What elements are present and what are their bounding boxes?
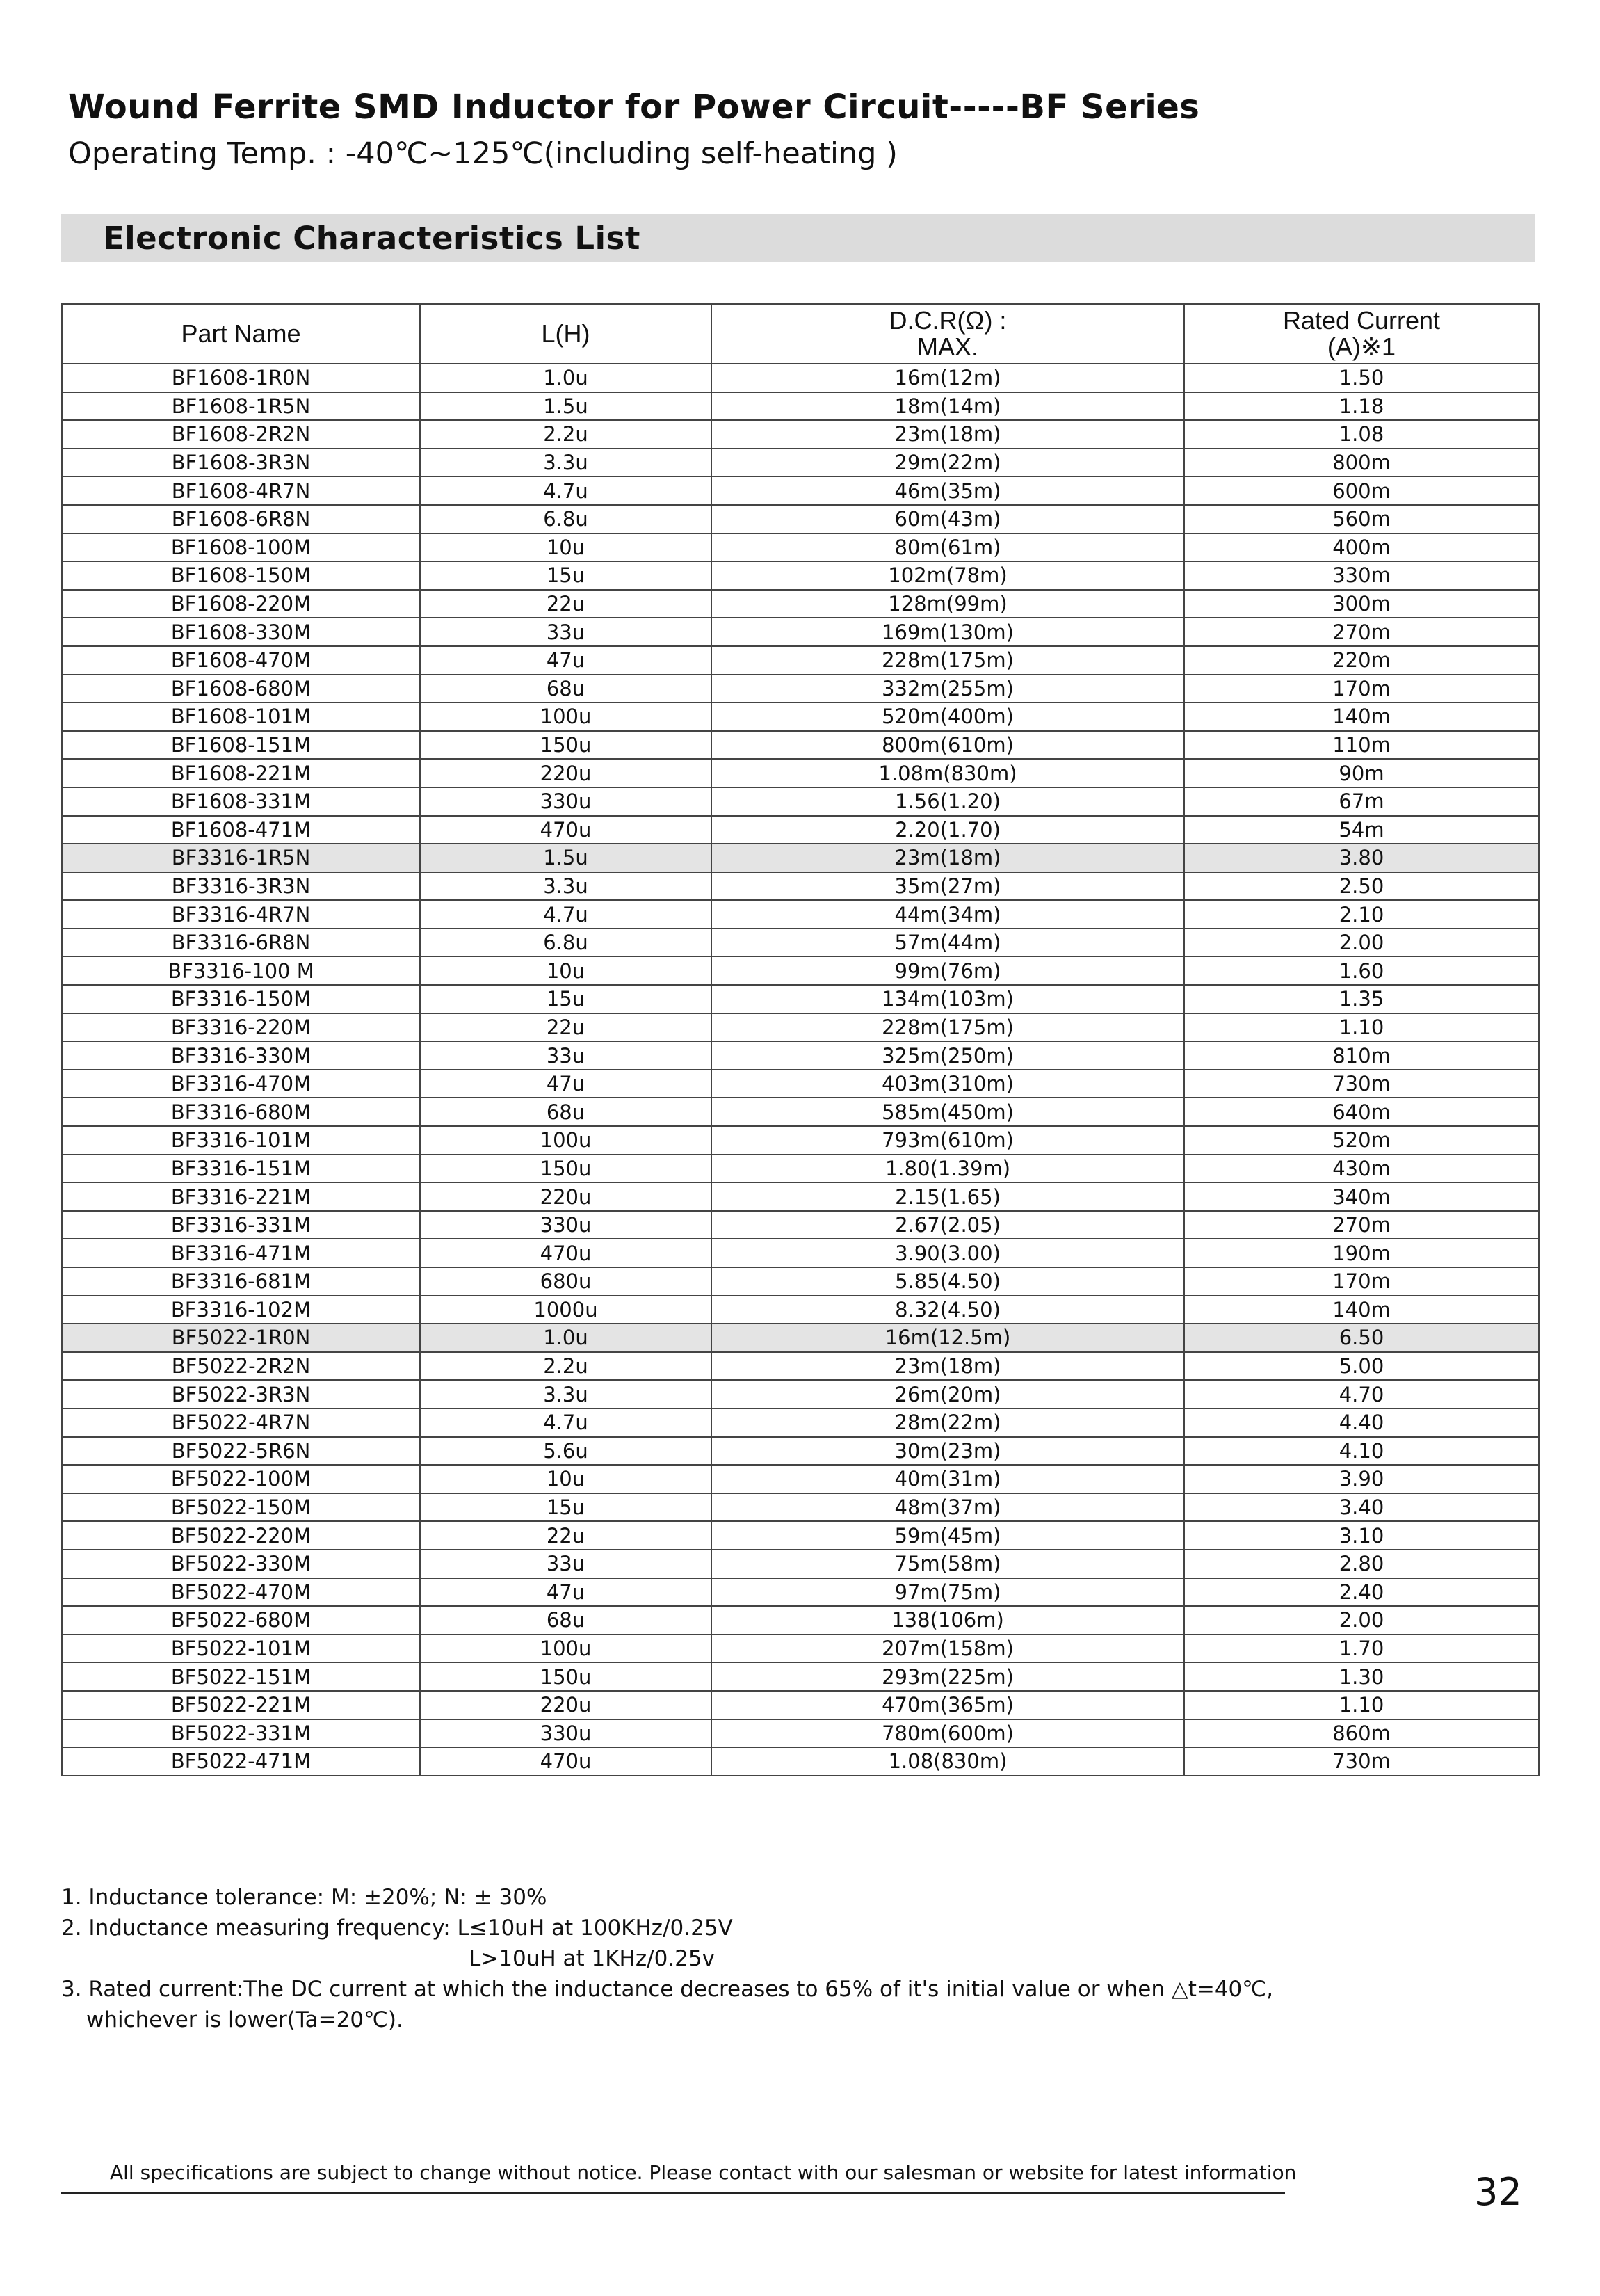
rated-current-cell: 1.18 xyxy=(1184,392,1539,421)
rated-current-cell: 1.10 xyxy=(1184,1013,1539,1042)
rated-current-cell: 560m xyxy=(1184,505,1539,533)
rated-current-cell: 810m xyxy=(1184,1041,1539,1070)
part-name-cell: BF5022-330M xyxy=(62,1550,420,1578)
inductance-cell: 33u xyxy=(420,1550,711,1578)
table-row xyxy=(62,900,1539,929)
part-name-cell: BF1608-3R3N xyxy=(62,449,420,477)
part-name-cell: BF5022-471M xyxy=(62,1747,420,1776)
note-rated-current: 3. Rated current:The DC current at which the inductance decreases to 65% of it's initial value or when △t=40℃, xyxy=(61,1977,1273,2002)
part-name-cell: BF5022-220M xyxy=(62,1521,420,1550)
inductance-cell: 22u xyxy=(420,1521,711,1550)
dcr-header: D.C.R(Ω) : MAX. xyxy=(711,304,1184,364)
inductance-cell: 100u xyxy=(420,703,711,731)
table-row xyxy=(62,1013,1539,1042)
table-row xyxy=(62,929,1539,957)
rated-current-cell: 1.30 xyxy=(1184,1662,1539,1691)
inductance-header: L(H) xyxy=(420,304,711,364)
inductance-cell: 10u xyxy=(420,533,711,562)
rated-current-cell: 400m xyxy=(1184,533,1539,562)
table-row xyxy=(62,1070,1539,1098)
inductance-cell: 100u xyxy=(420,1126,711,1155)
dcr-cell: 2.20(1.70) xyxy=(711,816,1184,844)
table-row xyxy=(62,420,1539,449)
dcr-cell: 134m(103m) xyxy=(711,985,1184,1013)
part-name-cell: BF5022-150M xyxy=(62,1493,420,1522)
table-row xyxy=(62,476,1539,505)
table-row xyxy=(62,1041,1539,1070)
rated-current-header: Rated Current (A)※1 xyxy=(1184,304,1539,364)
inductance-cell: 330u xyxy=(420,1211,711,1239)
table-row xyxy=(62,618,1539,646)
dcr-cell: 16m(12.5m) xyxy=(711,1324,1184,1352)
part-name-cell: BF5022-3R3N xyxy=(62,1380,420,1408)
part-name-cell: BF3316-101M xyxy=(62,1126,420,1155)
dcr-cell: 35m(27m) xyxy=(711,872,1184,901)
inductance-cell: 4.7u xyxy=(420,1408,711,1437)
inductance-cell: 3.3u xyxy=(420,449,711,477)
note-frequency-continued: L>10uH at 1KHz/0.25v xyxy=(469,1946,715,1971)
part-name-cell: BF3316-3R3N xyxy=(62,872,420,901)
rated-current-cell: 1.08 xyxy=(1184,420,1539,449)
rated-current-cell: 1.50 xyxy=(1184,364,1539,392)
table-row xyxy=(62,590,1539,618)
rated-current-cell: 140m xyxy=(1184,1296,1539,1324)
part-name-cell: BF3316-221M xyxy=(62,1182,420,1211)
rated-current-cell: 730m xyxy=(1184,1070,1539,1098)
inductance-cell: 6.8u xyxy=(420,929,711,957)
dcr-cell: 48m(37m) xyxy=(711,1493,1184,1522)
rated-current-cell: 270m xyxy=(1184,618,1539,646)
table-row xyxy=(62,392,1539,421)
table-row xyxy=(62,759,1539,787)
dcr-cell: 470m(365m) xyxy=(711,1691,1184,1719)
inductance-cell: 22u xyxy=(420,590,711,618)
rated-current-cell: 3.40 xyxy=(1184,1493,1539,1522)
inductance-cell: 33u xyxy=(420,618,711,646)
rated-current-cell: 220m xyxy=(1184,646,1539,675)
dcr-cell: 325m(250m) xyxy=(711,1041,1184,1070)
part-name-cell: BF1608-100M xyxy=(62,533,420,562)
inductance-cell: 330u xyxy=(420,787,711,816)
inductance-cell: 470u xyxy=(420,1239,711,1267)
table-row xyxy=(62,1691,1539,1719)
dcr-cell: 793m(610m) xyxy=(711,1126,1184,1155)
inductance-cell: 15u xyxy=(420,1493,711,1522)
rated-current-cell: 340m xyxy=(1184,1182,1539,1211)
table-row xyxy=(62,1155,1539,1183)
part-name-cell: BF3316-331M xyxy=(62,1211,420,1239)
part-name-cell: BF1608-6R8N xyxy=(62,505,420,533)
table-row xyxy=(62,1437,1539,1466)
table-row xyxy=(62,1521,1539,1550)
table-row xyxy=(62,561,1539,590)
dcr-cell: 46m(35m) xyxy=(711,476,1184,505)
inductance-cell: 470u xyxy=(420,1747,711,1776)
rated-current-cell: 1.60 xyxy=(1184,956,1539,985)
dcr-cell: 1.08(830m) xyxy=(711,1747,1184,1776)
table-row xyxy=(62,1719,1539,1748)
note-rated-current-continued: whichever is lower(Ta=20℃). xyxy=(86,2007,403,2032)
part-name-cell: BF1608-1R0N xyxy=(62,364,420,392)
inductance-cell: 220u xyxy=(420,759,711,787)
table-row xyxy=(62,1211,1539,1239)
inductance-cell: 10u xyxy=(420,1465,711,1493)
rated-current-cell: 3.80 xyxy=(1184,844,1539,872)
dcr-cell: 1.56(1.20) xyxy=(711,787,1184,816)
dcr-cell: 5.85(4.50) xyxy=(711,1267,1184,1296)
dcr-cell: 228m(175m) xyxy=(711,1013,1184,1042)
dcr-cell: 585m(450m) xyxy=(711,1098,1184,1126)
inductance-cell: 150u xyxy=(420,731,711,760)
section-title: Electronic Characteristics List xyxy=(103,220,640,257)
part-name-cell: BF5022-5R6N xyxy=(62,1437,420,1466)
dcr-cell: 28m(22m) xyxy=(711,1408,1184,1437)
inductance-cell: 5.6u xyxy=(420,1437,711,1466)
rated-current-cell: 190m xyxy=(1184,1239,1539,1267)
table-row xyxy=(62,1578,1539,1607)
table-row xyxy=(62,675,1539,703)
rated-current-cell: 3.10 xyxy=(1184,1521,1539,1550)
dcr-cell: 228m(175m) xyxy=(711,646,1184,675)
rated-current-cell: 300m xyxy=(1184,590,1539,618)
dcr-cell: 97m(75m) xyxy=(711,1578,1184,1607)
part-name-cell: BF3316-100 M xyxy=(62,956,420,985)
part-name-cell: BF1608-4R7N xyxy=(62,476,420,505)
table-row xyxy=(62,449,1539,477)
dcr-cell: 169m(130m) xyxy=(711,618,1184,646)
table-row xyxy=(62,505,1539,533)
inductance-cell: 4.7u xyxy=(420,476,711,505)
part-name-cell: BF3316-681M xyxy=(62,1267,420,1296)
part-name-cell: BF1608-471M xyxy=(62,816,420,844)
dcr-cell: 3.90(3.00) xyxy=(711,1239,1184,1267)
inductance-cell: 68u xyxy=(420,1606,711,1635)
part-name-cell: BF1608-330M xyxy=(62,618,420,646)
rated-current-cell: 330m xyxy=(1184,561,1539,590)
part-name-cell: BF3316-102M xyxy=(62,1296,420,1324)
dcr-cell: 128m(99m) xyxy=(711,590,1184,618)
inductance-cell: 220u xyxy=(420,1182,711,1211)
dcr-cell: 57m(44m) xyxy=(711,929,1184,957)
rated-current-cell: 730m xyxy=(1184,1747,1539,1776)
rated-current-cell: 1.70 xyxy=(1184,1635,1539,1663)
footer-disclaimer: All specifications are subject to change without notice. Please contact with our salesman or website for latest information xyxy=(110,2161,1297,2184)
part-name-cell: BF3316-220M xyxy=(62,1013,420,1042)
rated-current-cell: 4.70 xyxy=(1184,1380,1539,1408)
rated-current-cell: 600m xyxy=(1184,476,1539,505)
rated-current-cell: 90m xyxy=(1184,759,1539,787)
table-row xyxy=(62,1465,1539,1493)
table-row xyxy=(62,1352,1539,1381)
rated-current-cell: 1.35 xyxy=(1184,985,1539,1013)
note-frequency: 2. Inductance measuring frequency: L≤10uH at 100KHz/0.25V xyxy=(61,1916,733,1941)
inductance-cell: 10u xyxy=(420,956,711,985)
dcr-cell: 2.15(1.65) xyxy=(711,1182,1184,1211)
operating-temp-subtitle: Operating Temp. : -40℃~125℃(including self-heating ) xyxy=(68,136,898,171)
dcr-cell: 29m(22m) xyxy=(711,449,1184,477)
rated-current-cell: 270m xyxy=(1184,1211,1539,1239)
part-name-cell: BF5022-680M xyxy=(62,1606,420,1635)
rated-current-cell: 2.10 xyxy=(1184,900,1539,929)
rated-current-cell: 4.10 xyxy=(1184,1437,1539,1466)
inductance-cell: 330u xyxy=(420,1719,711,1748)
rated-current-cell: 800m xyxy=(1184,449,1539,477)
part-name-cell: BF5022-331M xyxy=(62,1719,420,1748)
table-header-row xyxy=(62,304,1539,364)
table-row xyxy=(62,872,1539,901)
inductance-cell: 220u xyxy=(420,1691,711,1719)
dcr-cell: 23m(18m) xyxy=(711,420,1184,449)
rated-current-cell: 6.50 xyxy=(1184,1324,1539,1352)
part-name-header: Part Name xyxy=(62,304,420,364)
inductance-cell: 22u xyxy=(420,1013,711,1042)
part-name-cell: BF5022-221M xyxy=(62,1691,420,1719)
part-name-cell: BF5022-100M xyxy=(62,1465,420,1493)
table-row xyxy=(62,364,1539,392)
dcr-cell: 44m(34m) xyxy=(711,900,1184,929)
inductance-cell: 150u xyxy=(420,1662,711,1691)
characteristics-table xyxy=(61,303,1540,1776)
dcr-cell: 332m(255m) xyxy=(711,675,1184,703)
inductance-cell: 3.3u xyxy=(420,1380,711,1408)
rated-current-cell: 2.00 xyxy=(1184,929,1539,957)
inductance-cell: 150u xyxy=(420,1155,711,1183)
dcr-cell: 16m(12m) xyxy=(711,364,1184,392)
part-name-cell: BF5022-151M xyxy=(62,1662,420,1691)
rated-current-cell: 170m xyxy=(1184,1267,1539,1296)
table-row xyxy=(62,787,1539,816)
inductance-cell: 47u xyxy=(420,1578,711,1607)
table-row xyxy=(62,1267,1539,1296)
inductance-cell: 68u xyxy=(420,1098,711,1126)
dcr-cell: 403m(310m) xyxy=(711,1070,1184,1098)
inductance-cell: 1.5u xyxy=(420,392,711,421)
part-name-cell: BF3316-6R8N xyxy=(62,929,420,957)
inductance-cell: 2.2u xyxy=(420,1352,711,1381)
table-row xyxy=(62,1635,1539,1663)
dcr-cell: 23m(18m) xyxy=(711,844,1184,872)
inductance-cell: 15u xyxy=(420,561,711,590)
rated-current-cell: 140m xyxy=(1184,703,1539,731)
dcr-cell: 207m(158m) xyxy=(711,1635,1184,1663)
inductance-cell: 15u xyxy=(420,985,711,1013)
notes-section xyxy=(61,1882,1538,2035)
rated-current-cell: 3.90 xyxy=(1184,1465,1539,1493)
table-row xyxy=(62,703,1539,731)
dcr-cell: 30m(23m) xyxy=(711,1437,1184,1466)
inductance-cell: 33u xyxy=(420,1041,711,1070)
inductance-cell: 4.7u xyxy=(420,900,711,929)
footer-divider xyxy=(61,2192,1285,2194)
part-name-cell: BF3316-470M xyxy=(62,1070,420,1098)
table-row xyxy=(62,646,1539,675)
table-row xyxy=(62,1182,1539,1211)
rated-current-cell: 520m xyxy=(1184,1126,1539,1155)
table-row xyxy=(62,1606,1539,1635)
part-name-cell: BF5022-470M xyxy=(62,1578,420,1607)
part-name-cell: BF3316-1R5N xyxy=(62,844,420,872)
rated-current-cell: 110m xyxy=(1184,731,1539,760)
dcr-cell: 1.80(1.39m) xyxy=(711,1155,1184,1183)
dcr-cell: 138(106m) xyxy=(711,1606,1184,1635)
rated-current-cell: 2.40 xyxy=(1184,1578,1539,1607)
dcr-cell: 2.67(2.05) xyxy=(711,1211,1184,1239)
table-row xyxy=(62,1239,1539,1267)
dcr-cell: 780m(600m) xyxy=(711,1719,1184,1748)
table-row xyxy=(62,1550,1539,1578)
note-tolerance: 1. Inductance tolerance: M: ±20%; N: ± 30% xyxy=(61,1885,547,1910)
rated-current-cell: 2.00 xyxy=(1184,1606,1539,1635)
part-name-cell: BF5022-2R2N xyxy=(62,1352,420,1381)
table-row xyxy=(62,1324,1539,1352)
rated-current-cell: 1.10 xyxy=(1184,1691,1539,1719)
inductance-cell: 6.8u xyxy=(420,505,711,533)
part-name-cell: BF1608-101M xyxy=(62,703,420,731)
part-name-cell: BF3316-4R7N xyxy=(62,900,420,929)
inductance-cell: 2.2u xyxy=(420,420,711,449)
rated-current-cell: 640m xyxy=(1184,1098,1539,1126)
inductance-cell: 3.3u xyxy=(420,872,711,901)
rated-current-cell: 2.50 xyxy=(1184,872,1539,901)
inductance-cell: 1000u xyxy=(420,1296,711,1324)
table-row xyxy=(62,533,1539,562)
part-name-cell: BF3316-150M xyxy=(62,985,420,1013)
table-row xyxy=(62,816,1539,844)
table-row xyxy=(62,985,1539,1013)
page-number: 32 xyxy=(1474,2170,1522,2214)
part-name-cell: BF5022-101M xyxy=(62,1635,420,1663)
inductance-cell: 470u xyxy=(420,816,711,844)
dcr-cell: 293m(225m) xyxy=(711,1662,1184,1691)
table-row xyxy=(62,1296,1539,1324)
inductance-cell: 68u xyxy=(420,675,711,703)
section-header-bar xyxy=(61,214,1535,262)
rated-current-cell: 54m xyxy=(1184,816,1539,844)
page-title: Wound Ferrite SMD Inductor for Power Circuit-----BF Series xyxy=(68,88,1200,127)
part-name-cell: BF1608-680M xyxy=(62,675,420,703)
table-row xyxy=(62,731,1539,760)
part-name-cell: BF1608-331M xyxy=(62,787,420,816)
part-name-cell: BF1608-220M xyxy=(62,590,420,618)
table-row xyxy=(62,1126,1539,1155)
table-row xyxy=(62,1493,1539,1522)
rated-current-cell: 170m xyxy=(1184,675,1539,703)
dcr-cell: 40m(31m) xyxy=(711,1465,1184,1493)
rated-current-cell: 2.80 xyxy=(1184,1550,1539,1578)
part-name-cell: BF3316-680M xyxy=(62,1098,420,1126)
dcr-cell: 75m(58m) xyxy=(711,1550,1184,1578)
dcr-cell: 99m(76m) xyxy=(711,956,1184,985)
dcr-cell: 60m(43m) xyxy=(711,505,1184,533)
table-row xyxy=(62,1747,1539,1776)
part-name-cell: BF5022-1R0N xyxy=(62,1324,420,1352)
part-name-cell: BF1608-221M xyxy=(62,759,420,787)
inductance-cell: 100u xyxy=(420,1635,711,1663)
table-row xyxy=(62,1098,1539,1126)
dcr-cell: 520m(400m) xyxy=(711,703,1184,731)
rated-current-cell: 860m xyxy=(1184,1719,1539,1748)
rated-current-cell: 430m xyxy=(1184,1155,1539,1183)
table-row xyxy=(62,1408,1539,1437)
part-name-cell: BF1608-151M xyxy=(62,731,420,760)
part-name-cell: BF3316-330M xyxy=(62,1041,420,1070)
inductance-cell: 680u xyxy=(420,1267,711,1296)
table-body xyxy=(62,364,1539,1776)
dcr-cell: 800m(610m) xyxy=(711,731,1184,760)
dcr-cell: 80m(61m) xyxy=(711,533,1184,562)
rated-current-cell: 5.00 xyxy=(1184,1352,1539,1381)
dcr-cell: 26m(20m) xyxy=(711,1380,1184,1408)
part-name-cell: BF1608-470M xyxy=(62,646,420,675)
part-name-cell: BF1608-150M xyxy=(62,561,420,590)
dcr-cell: 1.08m(830m) xyxy=(711,759,1184,787)
dcr-cell: 8.32(4.50) xyxy=(711,1296,1184,1324)
dcr-cell: 59m(45m) xyxy=(711,1521,1184,1550)
table-row xyxy=(62,1662,1539,1691)
part-name-cell: BF3316-471M xyxy=(62,1239,420,1267)
dcr-cell: 18m(14m) xyxy=(711,392,1184,421)
dcr-cell: 23m(18m) xyxy=(711,1352,1184,1381)
rated-current-cell: 67m xyxy=(1184,787,1539,816)
inductance-cell: 1.0u xyxy=(420,1324,711,1352)
inductance-cell: 1.0u xyxy=(420,364,711,392)
part-name-cell: BF3316-151M xyxy=(62,1155,420,1183)
table-row xyxy=(62,956,1539,985)
inductance-cell: 1.5u xyxy=(420,844,711,872)
dcr-cell: 102m(78m) xyxy=(711,561,1184,590)
table-row xyxy=(62,1380,1539,1408)
inductance-cell: 47u xyxy=(420,646,711,675)
part-name-cell: BF1608-2R2N xyxy=(62,420,420,449)
table-row xyxy=(62,844,1539,872)
rated-current-cell: 4.40 xyxy=(1184,1408,1539,1437)
part-name-cell: BF1608-1R5N xyxy=(62,392,420,421)
inductance-cell: 47u xyxy=(420,1070,711,1098)
part-name-cell: BF5022-4R7N xyxy=(62,1408,420,1437)
